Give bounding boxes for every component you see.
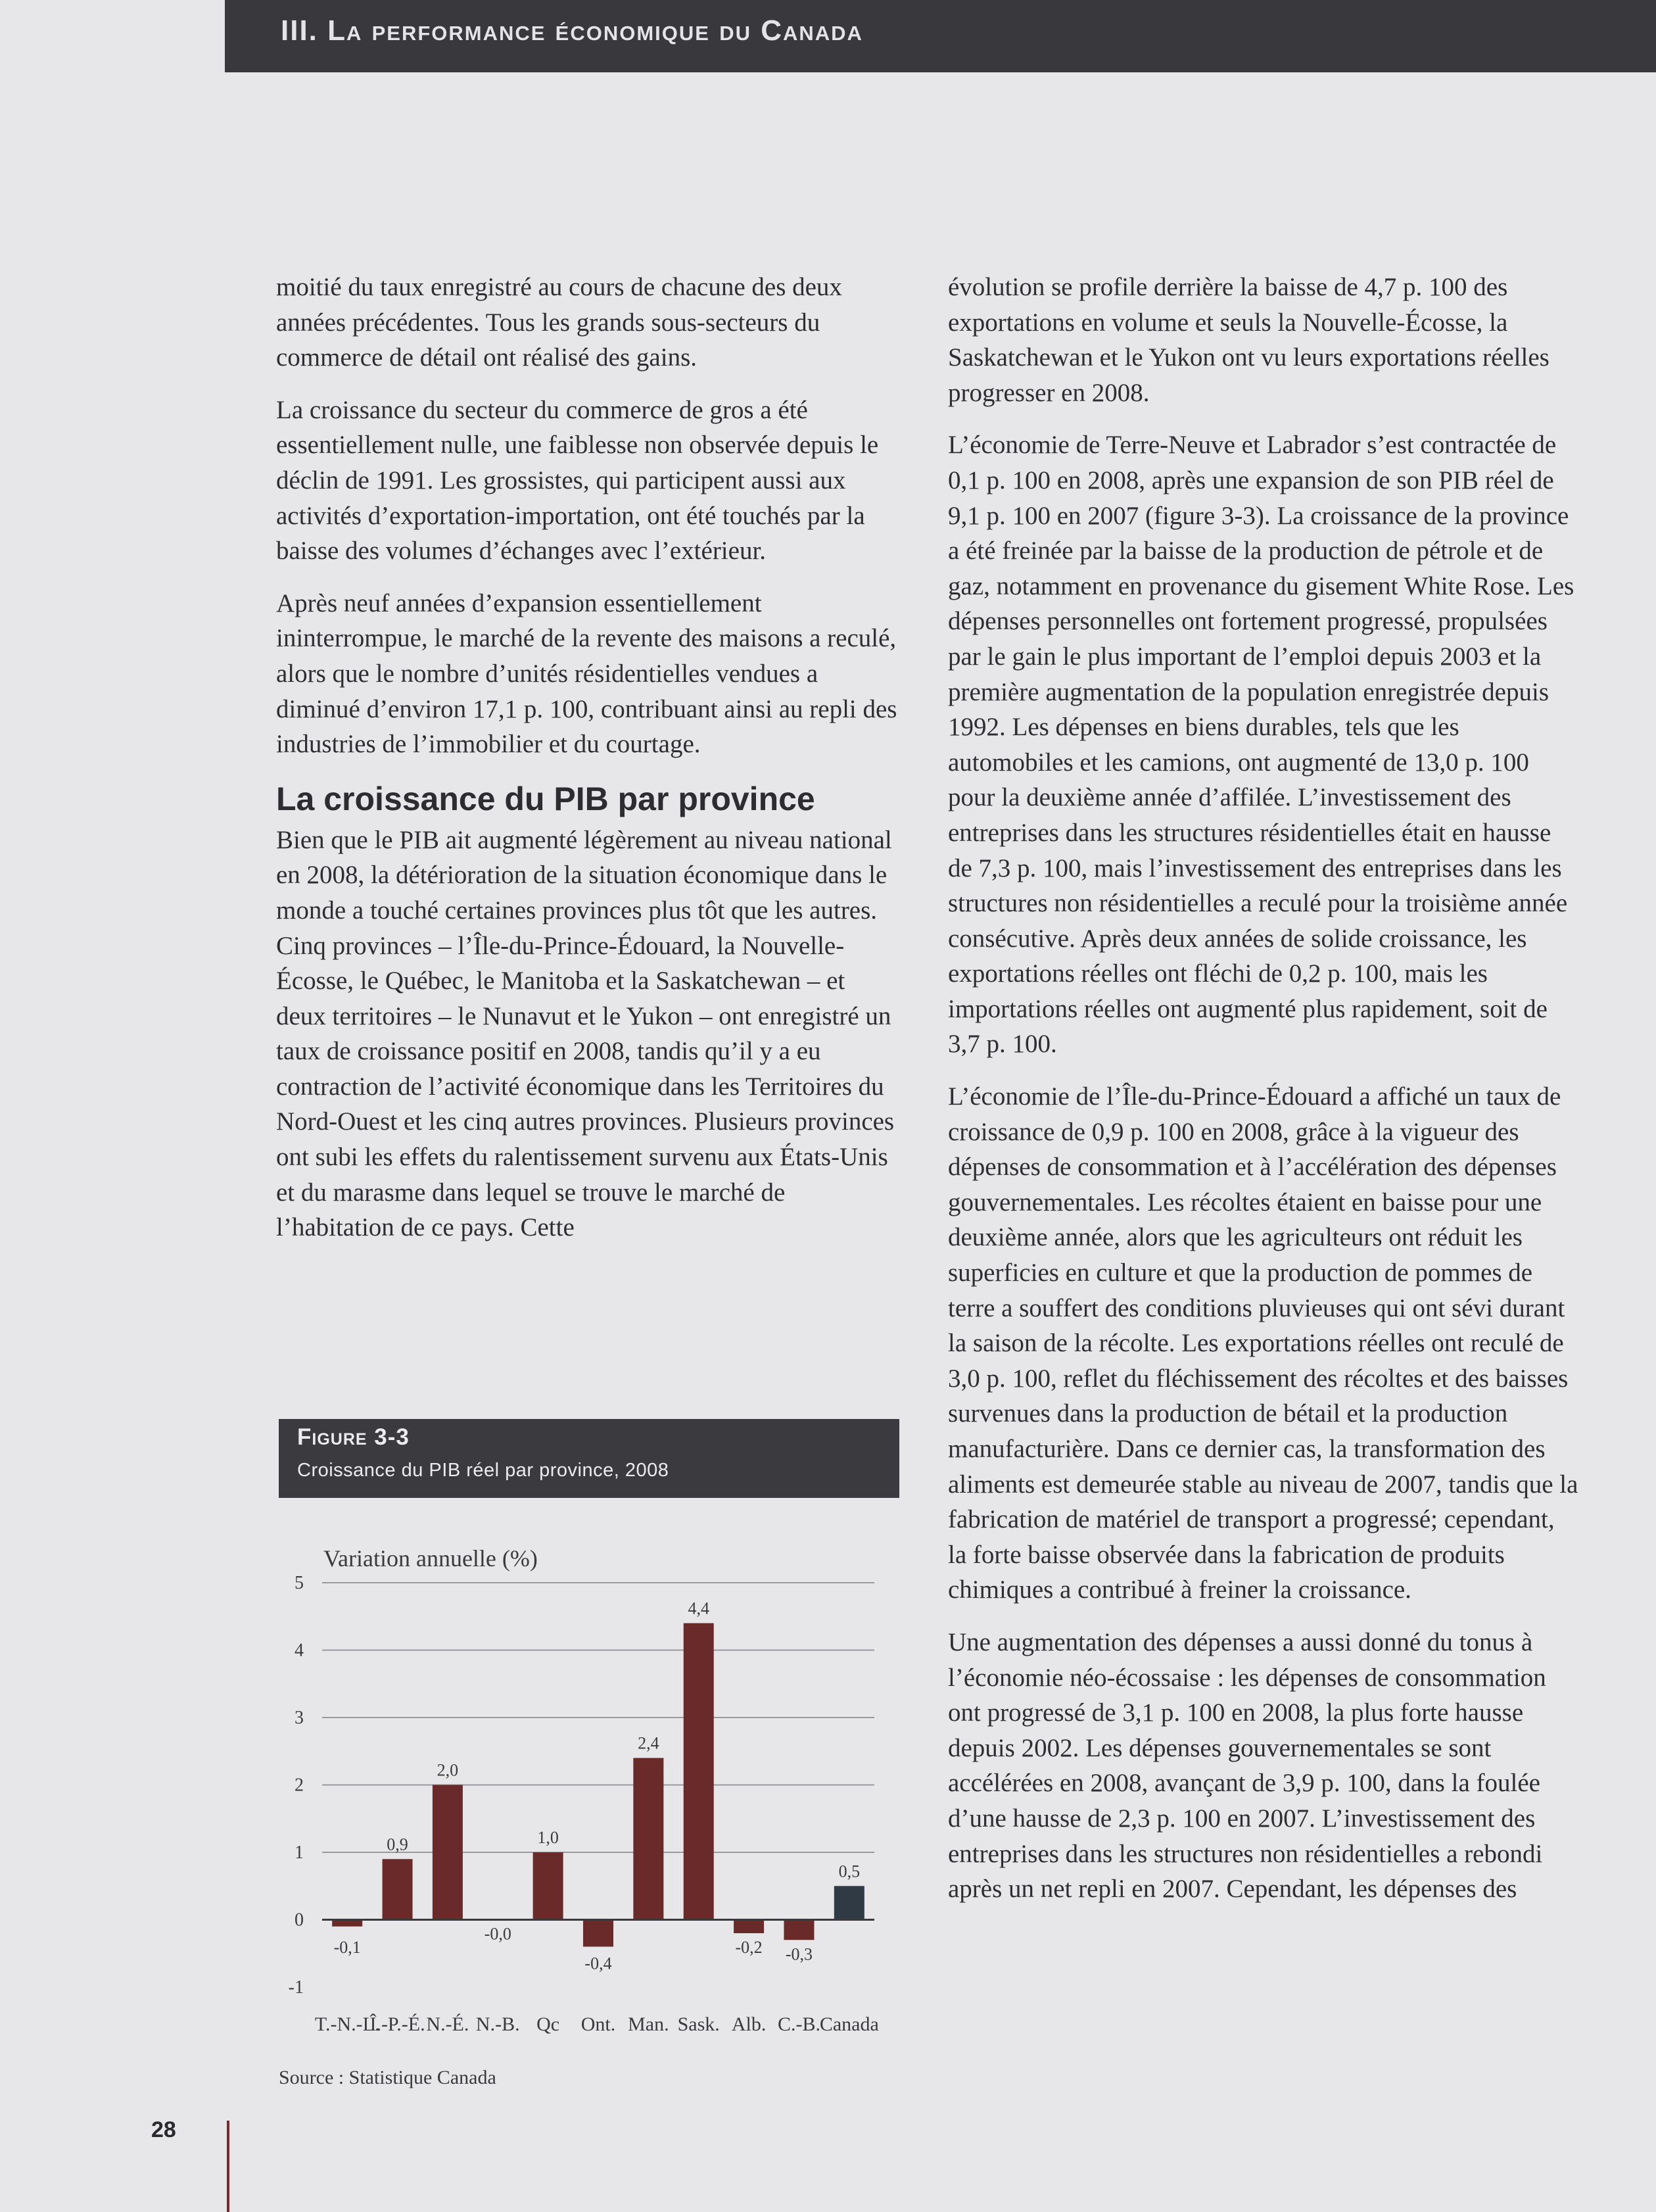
right-column [948, 270, 1579, 1924]
x-tick-label: Man. [628, 2013, 669, 2035]
x-tick-label: Qc [536, 2013, 560, 2035]
data-label: -0,4 [584, 1954, 612, 1973]
x-tick-label: Canada [819, 2013, 879, 2035]
paragraph: La croissance du secteur du commerce de gros a été essentiellement nulle, une faiblesse non observée depuis le déclin de 1991. Les grossistes, qui participent aussi aux activités d’exportation-importation, ont été touchés par la baisse des volumes d’échanges avec l’extérieur. [276, 395, 879, 565]
figure-caption: Croissance du PIB réel par province, 2008 [297, 1460, 669, 1481]
y-tick-label: 4 [295, 1640, 304, 1661]
y-tick-label: 1 [295, 1842, 304, 1863]
paragraph: évolution se profile derrière la baisse de 4,7 p. 100 des exportations en volume et seuls la Nouvelle-Écosse, la Saskatchewan et le Yukon ont vu leurs exportations réelles progresser en 2008. [948, 273, 1550, 407]
chapter-title: III. La performance économique du Canada [281, 14, 863, 47]
data-label: -0,2 [735, 1938, 763, 1957]
x-tick-label: N.-É. [426, 2013, 469, 2035]
page-number: 28 [151, 2117, 176, 2142]
bar-C.-B. [784, 1920, 814, 1940]
x-tick-label: T.-N.-L. [314, 2013, 380, 2035]
paragraph: L’économie de Terre-Neuve et Labrador s’est contractée de 0,1 p. 100 en 2008, après une expansion de son PIB réel de 9,1 p. 100 en 2007 (figure 3-3). La croissance de la province a été freinée par la baisse de la production de pétrole et de gaz, notamment en provenance du gisement White Rose. Les dépenses personnelles ont fortement progressé, propulsées par le gain le plus important de l’emploi depuis 2003 et la première augmentation de la population enregistrée depuis 1992. Les dépenses en biens durables, tels que les automobiles et les camions, ont augmenté de 13,0 p. 100 pour la deuxième année d’affilée. L’investissement des entreprises dans les structures résidentielles était en hausse de 7,3 p. 100, mais l’investissement des entreprises dans les structures non résidentielles a reculé pour la troisième année consécutive. Après deux années de solide croissance, les exportations réelles ont fléchi de 0,2 p. 100, mais les importations réelles ont augmenté plus rapidement, soit de 3,7 p. 100. [948, 431, 1574, 1059]
y-tick-label: 5 [295, 1573, 304, 1593]
bar-Man. [633, 1758, 663, 1920]
data-label: 2,0 [437, 1760, 459, 1780]
x-tick-label: Î.-P.-É. [369, 2013, 425, 2035]
bar-Canada [834, 1886, 864, 1919]
y-tick-label: -1 [288, 1977, 304, 1998]
y-tick-label: 3 [295, 1708, 304, 1728]
paragraph: Bien que le PIB ait augmenté légèrement au niveau national en 2008, la détérioration de la situation économique dans le monde a touché certaines provinces plus tôt que les autres. Cinq provinces – l’Île-du-Prince-Édouard, la Nouvelle-Écosse, le Québec, le Manitoba et la Saskatchewan – et deux territoires – le Nunavut et le Yukon – ont enregistré un taux de croissance positif en 2008, tandis qu’il y a eu contraction de l’activité économique dans les Territoires du Nord-Ouest et les cinq autres provinces. Plusieurs provinces ont subi les effets du ralentissement survenu aux États-Unis et du marasme dans lequel se trouve le marché de l’habitation de ce pays. Cette [276, 825, 895, 1242]
x-tick-label: N.-B. [475, 2013, 520, 2035]
paragraph: moitié du taux enregistré au cours de chacune des deux années précédentes. Tous les grands sous-secteurs du commerce de détail ont réalisé des gains. [276, 273, 842, 372]
bar-N.-É. [433, 1785, 463, 1920]
data-label: -0,0 [484, 1924, 511, 1944]
data-label: -0,3 [785, 1944, 813, 1964]
x-tick-label: C.-B. [777, 2013, 820, 2035]
data-label: -0,1 [333, 1937, 361, 1957]
gdp-bar-chart [276, 1512, 901, 2045]
left-column [276, 270, 901, 1262]
bar-Î.-P.-É. [383, 1859, 413, 1919]
bar-Alb. [734, 1920, 764, 1934]
bar-Qc [533, 1852, 563, 1920]
data-label: 2,4 [638, 1733, 659, 1753]
bar-Ont. [583, 1920, 613, 1947]
data-label: 0,9 [387, 1835, 408, 1854]
y-axis-label: Variation annuelle (%) [323, 1545, 538, 1572]
bar-T.-N.-L. [332, 1920, 362, 1927]
source-note: Source : Statistique Canada [279, 2067, 496, 2088]
bar-Sask. [684, 1623, 714, 1920]
header-bar [225, 0, 1656, 72]
data-label: 1,0 [537, 1828, 559, 1847]
x-tick-label: Alb. [731, 2013, 767, 2035]
y-tick-label: 0 [295, 1910, 304, 1931]
y-tick-label: 2 [295, 1775, 304, 1796]
section-heading: La croissance du PIB par province [276, 780, 815, 817]
x-tick-label: Ont. [580, 2013, 616, 2035]
paragraph: Une augmentation des dépenses a aussi donné du tonus à l’économie néo-écossaise : les dépenses de consommation ont progressé de 3,1 p. 100 en 2008, la plus forte hausse depuis 2002. Les dépenses gouvernementales se sont accélérées en 2008, avançant de 3,9 p. 100, dans la foulée d’une hausse de 2,3 p. 100 en 2007. L’investissement des entreprises dans les structures non résidentielles a rebondi après un net repli en 2007. Cependant, les dépenses des [948, 1627, 1546, 1904]
figure-label: Figure 3-3 [297, 1424, 410, 1450]
x-tick-label: Sask. [677, 2013, 720, 2035]
paragraph: Après neuf années d’expansion essentiellement ininterrompue, le marché de la revente des maisons a reculé, alors que le nombre d’unités résidentielles vendues a diminué d’environ 17,1 p. 100, contribuant ainsi au repli des industries de l’immobilier et du courtage. [276, 589, 897, 759]
data-label: 0,5 [838, 1862, 861, 1881]
paragraph: L’économie de l’Île-du-Prince-Édouard a affiché un taux de croissance de 0,9 p. 100 en 2008, grâce à la vigueur des dépenses de consommation et à l’accélération des dépenses gouvernementales. Les récoltes étaient en baisse pour une deuxième année, alors que les agriculteurs ont réduit les superficies en culture et que la production de pommes de terre a souffert des conditions pluvieuses qui ont sévi durant la saison de la récolte. Les exportations réelles ont reculé de 3,0 p. 100, reflet du fléchissement des récoltes et des baisses survenues dans la production de bétail et la production manufacturière. Dans ce dernier cas, la transformation des aliments est demeurée stable au niveau de 2007, tandis que la fabrication de matériel de transport a progressé; cependant, la forte baisse observée dans la fabrication de produits chimiques a contribué à freiner la croissance. [948, 1082, 1578, 1604]
margin-rule [227, 2121, 229, 2212]
data-label: 4,4 [688, 1599, 709, 1618]
figure-header [279, 1419, 899, 1498]
